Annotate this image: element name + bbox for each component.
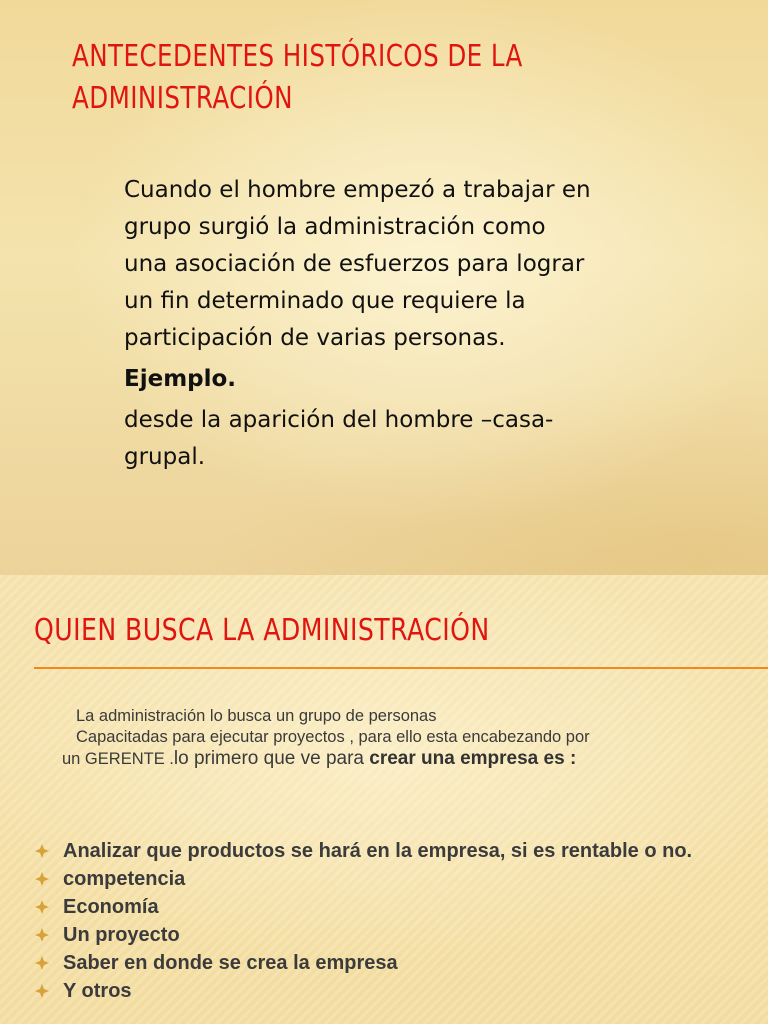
intro-line-1: La administración lo busca un grupo de personas <box>76 707 437 725</box>
paragraph-line: un fin determinado que requiere la <box>124 288 526 314</box>
paragraph-line: grupo surgió la administración como <box>124 214 546 240</box>
list-item <box>34 924 764 947</box>
intro-line-3-text-large: lo primero que ve para <box>173 748 370 769</box>
list-item-text: competencia <box>63 868 186 890</box>
list-item-text: Analizar que productos se hará en la empresa, si es rentable o no. <box>63 840 693 862</box>
slide-1-title-line-1: ANTECEDENTES HISTÓRICOS DE LA <box>72 39 523 74</box>
list-item <box>34 868 764 891</box>
intro-line-3-emphasis: crear una empresa es : <box>369 748 577 769</box>
slide-1-title <box>72 36 712 120</box>
example-line: grupal. <box>124 444 206 470</box>
paragraph-line: participación de varias personas. <box>124 325 506 351</box>
list-item-text: Y otros <box>63 980 132 1002</box>
list-item-text: Saber en donde se crea la empresa <box>63 952 398 974</box>
list-item <box>34 952 764 975</box>
diamond-bullet-icon <box>34 871 50 887</box>
diamond-bullet-icon <box>34 955 50 971</box>
list-item <box>34 840 764 863</box>
paragraph-line: una asociación de esfuerzos para lograr <box>124 251 585 277</box>
slide-2 <box>0 575 768 1024</box>
intro-line-3 <box>62 748 762 770</box>
list-item-text: Un proyecto <box>63 924 180 946</box>
intro-line-3-text: un GERENTE . <box>62 750 174 768</box>
diamond-bullet-icon <box>34 927 50 943</box>
bullet-list <box>34 840 764 1008</box>
list-item-text: Economía <box>63 896 159 918</box>
example-line: desde la aparición del hombre –casa- <box>124 407 554 433</box>
slide-2-intro <box>62 706 762 770</box>
example-label: Ejemplo. <box>124 366 237 392</box>
diamond-bullet-icon <box>34 899 50 915</box>
intro-line-2: Capacitadas para ejecutar proyectos , para ello esta encabezando por <box>76 728 590 746</box>
slide-2-title: QUIEN BUSCA LA ADMINISTRACIÓN <box>34 613 490 648</box>
slide-1-body <box>124 172 684 476</box>
slide-1-title-line-2: ADMINISTRACIÓN <box>72 81 293 116</box>
diamond-bullet-icon <box>34 843 50 859</box>
paragraph-line: Cuando el hombre empezó a trabajar en <box>124 177 591 203</box>
list-item <box>34 980 764 1003</box>
title-divider <box>34 667 768 669</box>
diamond-bullet-icon <box>34 983 50 999</box>
list-item <box>34 896 764 919</box>
